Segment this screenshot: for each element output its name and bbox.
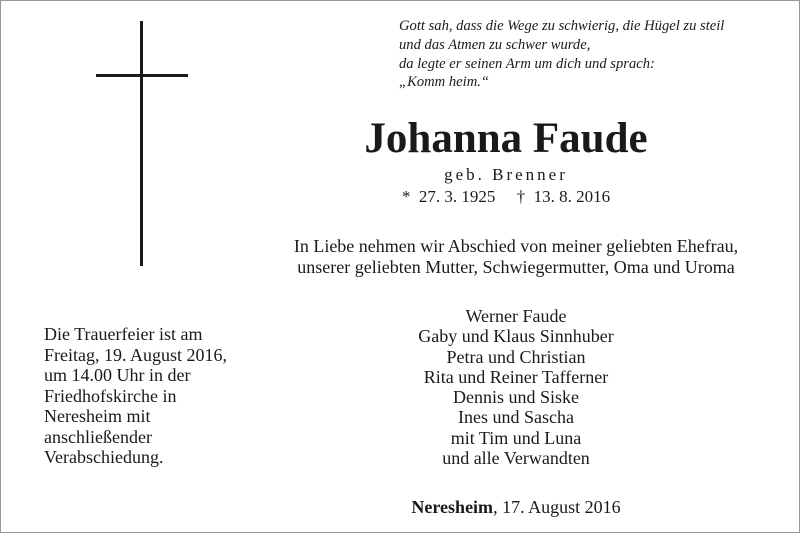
mourner-item: Dennis und Siske: [453, 387, 579, 408]
mourners-list: [361, 306, 671, 468]
death-date: † 13. 8. 2016: [516, 187, 611, 206]
funeral-service-info: [44, 324, 274, 468]
deceased-name: Johanna Faude: [364, 115, 648, 162]
mourner-item: Ines und Sascha: [458, 407, 574, 428]
mourner-item: Werner Faude: [465, 306, 567, 326]
mourner-item: Gaby und Klaus Sinnhuber: [418, 326, 614, 347]
service-line: Neresheim mit: [44, 406, 151, 426]
cross-horizontal-bar: [96, 74, 188, 77]
service-line: Verabschiedung.: [44, 447, 164, 467]
memorial-verse: [399, 17, 797, 92]
life-dates: [301, 186, 711, 208]
mourner-item: und alle Verwandten: [442, 448, 590, 469]
farewell-text: [261, 236, 771, 278]
service-line: Friedhofskirche in: [44, 385, 177, 406]
service-line: Die Trauerfeier ist am: [44, 324, 203, 344]
mourner-item: Rita und Reiner Tafferner: [423, 366, 609, 387]
verse-line: „Komm heim.“: [399, 74, 490, 91]
service-line: um 14.00 Uhr in der: [44, 365, 191, 385]
maiden-name: geb. Brenner: [444, 165, 568, 184]
verse-line: und das Atmen zu schwer wurde,: [399, 36, 591, 53]
place-and-date: [361, 496, 671, 518]
birth-date: * 27. 3. 1925: [401, 187, 496, 206]
notice-date: , 17. August 2016: [493, 497, 621, 517]
farewell-line: In Liebe nehmen wir Abschied von meiner geliebten Ehefrau,: [293, 236, 739, 256]
cross-vertical-bar: [140, 21, 143, 266]
mourner-item: Petra und Christian: [446, 346, 586, 367]
service-line: Freitag, 19. August 2016,: [44, 344, 227, 365]
verse-line: da legte er seinen Arm um dich und sprach:: [399, 55, 655, 72]
farewell-line: unserer geliebten Mutter, Schwiegermutter, Oma und Uroma: [297, 257, 735, 277]
mourner-item: mit Tim und Luna: [450, 427, 582, 448]
service-line: anschließender: [44, 426, 152, 447]
place-name: Neresheim: [411, 497, 494, 517]
verse-line: Gott sah, dass die Wege zu schwierig, die Hügel zu steil: [399, 18, 725, 34]
